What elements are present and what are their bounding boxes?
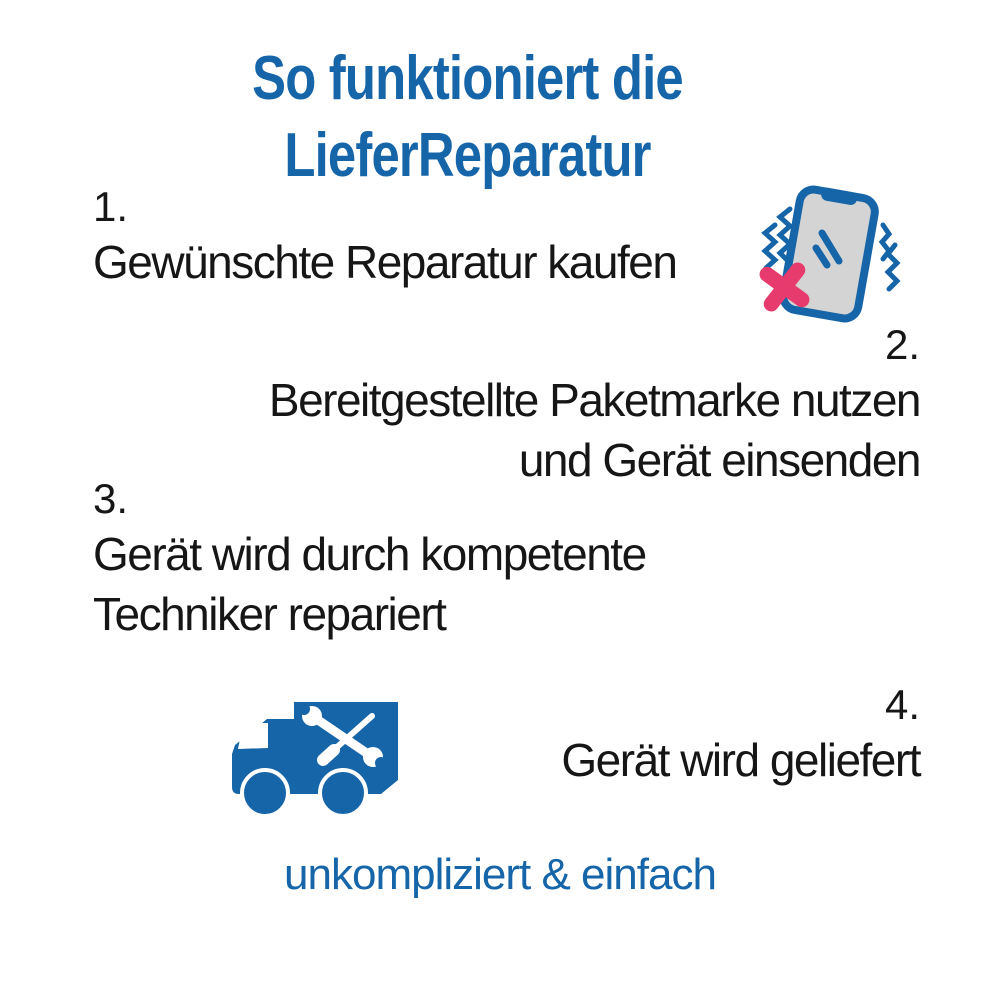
page-title-line2: LieferReparatur [284, 121, 651, 190]
step-3 [93, 474, 646, 644]
truck-windshield [238, 723, 268, 749]
truck-wheel-front [242, 770, 288, 816]
page-title-line1: So funktioniert die [252, 44, 683, 113]
footer-tagline: unkompliziert & einfach [284, 850, 716, 899]
step-4 [561, 680, 920, 790]
step-3-line-2: Techniker repariert [93, 588, 446, 640]
step-4-number: 4. [884, 681, 920, 728]
step-3-number: 3. [93, 475, 129, 522]
step-3-line-1: Gerät wird durch kompetente [93, 528, 646, 580]
step-2-line-1: Bereitgestellte Paketmarke nutzen [268, 374, 920, 426]
step-4-line-1: Gerät wird geliefert [561, 734, 920, 786]
broken-vibrating-phone-icon [745, 165, 920, 340]
step-2-line-2: und Gerät einsenden [518, 434, 920, 486]
step-2-number: 2. [884, 321, 920, 368]
x-mark-icon [767, 270, 802, 304]
step-1-line-1: Gewünschte Reparatur kaufen [93, 236, 677, 288]
repair-delivery-truck-icon [222, 692, 398, 818]
vibration-lines-right [882, 225, 897, 289]
step-2 [269, 320, 920, 490]
vibration-lines-left [765, 209, 790, 268]
step-1-number: 1. [93, 183, 129, 230]
step-1 [93, 182, 676, 292]
truck-wheel-rear [320, 770, 366, 816]
page-title [84, 40, 851, 194]
